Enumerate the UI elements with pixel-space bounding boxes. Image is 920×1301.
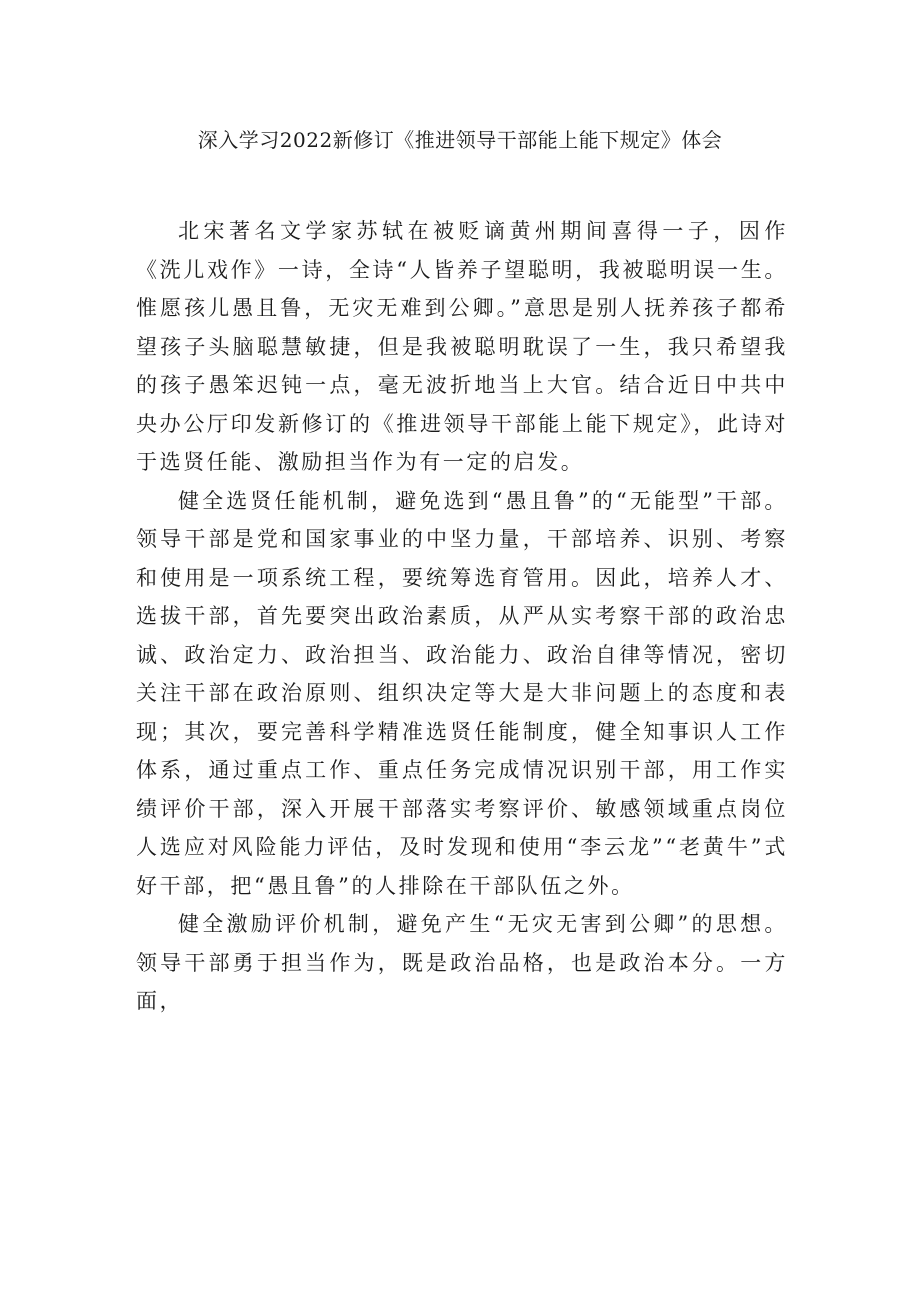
document-body [136, 212, 788, 1021]
paragraph-selection-mechanism: 健全选贤任能机制，避免选到“愚且鲁”的“无能型”干部。领导干部是党和国家事业的中坚力量，干部培养、识别、考察和使用是一项系统工程，要统筹选育管用。因此，培养人才、选拔干部，首先要突出政治素质，从严从实考察干部的政治忠诚、政治定力、政治担当、政治能力、政治自律等情况，密切关注干部在政治原则、组织决定等大是大非问题上的态度和表现；其次，要完善科学精准选贤任能制度，健全知事识人工作体系，通过重点工作、重点任务完成情况识别干部，用工作实绩评价干部，深入开展干部落实考察评价、敏感领域重点岗位人选应对风险能力评估，及时发现和使用“李云龙”“老黄牛”式好干部，把“愚且鲁”的人排除在干部队伍之外。 [136, 488, 788, 898]
document-title: 深入学习2022新修订《推进领导干部能上能下规定》体会 [197, 128, 723, 152]
paragraph-intro: 北宋著名文学家苏轼在被贬谪黄州期间喜得一子，因作《洗儿戏作》一诗，全诗“人皆养子望聪明，我被聪明误一生。惟愿孩儿愚且鲁，无灾无难到公卿。”意思是别人抚养孩子都希望孩子头脑聪慧敏捷，但是我被聪明耽误了一生，我只希望我的孩子愚笨迟钝一点，毫无波折地当上大官。结合近日中共中央办公厅印发新修订的《推进领导干部能上能下规定》，此诗对于选贤任能、激励担当作为有一定的启发。 [136, 219, 788, 474]
paragraph-incentive-mechanism: 健全激励评价机制，避免产生“无灾无害到公卿”的思想。领导干部勇于担当作为，既是政治品格，也是政治本分。一方面， [136, 912, 788, 1013]
